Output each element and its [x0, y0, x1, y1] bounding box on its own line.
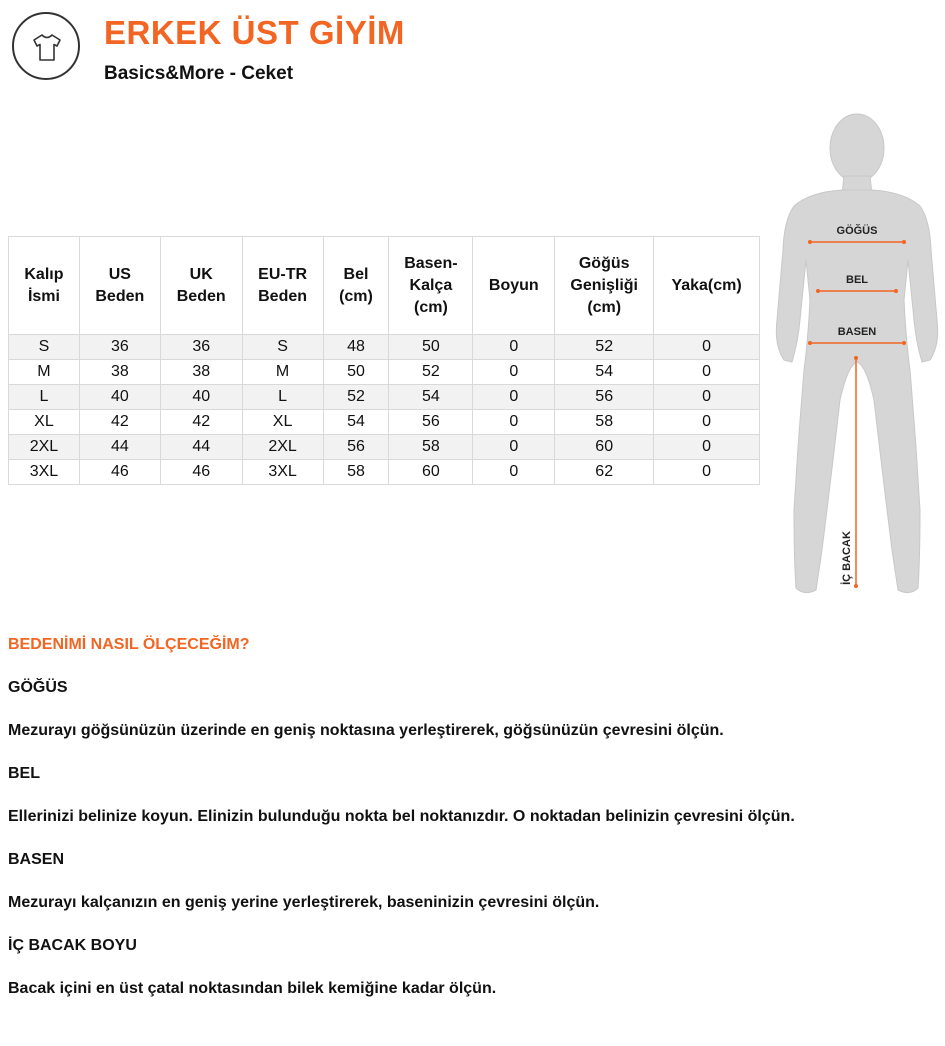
- table-cell: 36: [160, 335, 242, 360]
- table-cell: M: [9, 360, 80, 385]
- table-body: [9, 335, 760, 485]
- table-cell: 56: [555, 385, 654, 410]
- guide-section-text: Mezurayı kalçanızın en geniş yerine yerleştirerek, baseninizin çevresini ölçün.: [8, 894, 600, 911]
- column-header: [242, 237, 323, 335]
- table-cell: 60: [555, 435, 654, 460]
- chest-label: GÖĞÜS: [836, 225, 878, 237]
- table-cell: XL: [242, 410, 323, 435]
- table-cell: 0: [473, 410, 555, 435]
- product-subtitle: Basics&More - Ceket: [104, 63, 294, 84]
- column-header: [323, 237, 389, 335]
- table-cell: 0: [473, 360, 555, 385]
- table-cell: XL: [9, 410, 80, 435]
- column-header-line: Göğüs: [578, 254, 630, 272]
- table-header-row: [9, 237, 760, 335]
- hip-label: BASEN: [837, 326, 877, 338]
- column-header: [654, 237, 760, 335]
- column-header-line: (cm): [339, 287, 373, 305]
- column-header-line: Kalça: [409, 276, 453, 294]
- column-header-line: Bel: [343, 265, 369, 283]
- table-cell: 56: [389, 410, 473, 435]
- table-cell: 56: [323, 435, 389, 460]
- table-row: [9, 335, 760, 360]
- table-cell: 50: [389, 335, 473, 360]
- inseam-label: İÇ BACAK: [841, 531, 853, 585]
- column-header-line: UK: [189, 265, 213, 283]
- tshirt-icon: [31, 33, 63, 63]
- table-cell: 40: [160, 385, 242, 410]
- table-cell: 0: [654, 385, 760, 410]
- table-cell: 58: [555, 410, 654, 435]
- table-cell: 48: [323, 335, 389, 360]
- table-row: [9, 460, 760, 485]
- guide-section-title: BEL: [8, 765, 40, 782]
- table-cell: 58: [323, 460, 389, 485]
- table-cell: 0: [473, 335, 555, 360]
- column-header-line: US: [108, 265, 131, 283]
- column-header-line: Yaka(cm): [671, 276, 742, 294]
- table-cell: 46: [160, 460, 242, 485]
- column-header-line: Kalıp: [24, 265, 64, 283]
- column-header-line: (cm): [587, 298, 622, 316]
- column-header-line: EU-TR: [258, 265, 308, 283]
- table-cell: 52: [323, 385, 389, 410]
- table-cell: 58: [389, 435, 473, 460]
- size-table: [8, 236, 760, 485]
- measurement-guide: [8, 634, 798, 1021]
- table-cell: 54: [323, 410, 389, 435]
- table-row: [9, 410, 760, 435]
- table-cell: 54: [389, 385, 473, 410]
- table-cell: 0: [473, 460, 555, 485]
- column-header: [473, 237, 555, 335]
- table-cell: M: [242, 360, 323, 385]
- table-cell: S: [9, 335, 80, 360]
- guide-section-title: İÇ BACAK BOYU: [8, 937, 137, 954]
- table-cell: 38: [79, 360, 160, 385]
- guide-section-title: BASEN: [8, 851, 65, 868]
- table-row: [9, 385, 760, 410]
- body-measurement-figure: [770, 110, 945, 610]
- table-cell: 60: [389, 460, 473, 485]
- column-header: [160, 237, 242, 335]
- column-header: [9, 237, 80, 335]
- table-row: [9, 435, 760, 460]
- logo-badge: [12, 12, 80, 80]
- table-cell: 44: [79, 435, 160, 460]
- guide-section-title: GÖĞÜS: [8, 679, 68, 696]
- column-header-line: Boyun: [488, 276, 539, 294]
- table-cell: 0: [654, 410, 760, 435]
- guide-section-text: Mezurayı göğsünüzün üzerinde en geniş noktasına yerleştirerek, göğsünüzün çevresini ölçün.: [8, 722, 724, 739]
- column-header-line: (cm): [414, 298, 448, 316]
- guide-section-text: Ellerinizi belinize koyun. Elinizin bulunduğu nokta bel noktanızdır. O noktadan belinizin çevresini ölçün.: [8, 808, 795, 825]
- table-cell: 3XL: [242, 460, 323, 485]
- table-cell: 2XL: [9, 435, 80, 460]
- guide-section-text: Bacak içini en üst çatal noktasından bilek kemiğine kadar ölçün.: [8, 980, 497, 997]
- column-header-line: Beden: [176, 287, 226, 305]
- table-cell: 54: [555, 360, 654, 385]
- body-silhouette: [776, 114, 937, 593]
- table-cell: 0: [654, 435, 760, 460]
- column-header: [79, 237, 160, 335]
- table-cell: S: [242, 335, 323, 360]
- table-cell: 52: [389, 360, 473, 385]
- column-header-line: Beden: [95, 287, 145, 305]
- column-header: [555, 237, 654, 335]
- column-header-line: Beden: [258, 287, 308, 305]
- table-cell: 0: [473, 385, 555, 410]
- column-header-line: Genişliği: [570, 276, 638, 294]
- table-cell: L: [9, 385, 80, 410]
- table-cell: 0: [654, 360, 760, 385]
- column-header: [389, 237, 473, 335]
- table-cell: 0: [654, 460, 760, 485]
- guide-title: BEDENİMİ NASIL ÖLÇECEĞİM?: [8, 636, 250, 653]
- table-cell: 36: [79, 335, 160, 360]
- table-cell: 2XL: [242, 435, 323, 460]
- table-cell: 62: [555, 460, 654, 485]
- table-row: [9, 360, 760, 385]
- table-cell: L: [242, 385, 323, 410]
- table-cell: 40: [79, 385, 160, 410]
- column-header-line: İsmi: [27, 287, 60, 305]
- table-cell: 0: [473, 435, 555, 460]
- table-cell: 44: [160, 435, 242, 460]
- table-cell: 0: [654, 335, 760, 360]
- table-cell: 42: [79, 410, 160, 435]
- table-cell: 42: [160, 410, 242, 435]
- table-cell: 3XL: [9, 460, 80, 485]
- table-cell: 46: [79, 460, 160, 485]
- table-cell: 50: [323, 360, 389, 385]
- column-header-line: Basen-: [404, 254, 458, 272]
- waist-label: BEL: [846, 274, 868, 286]
- table-cell: 52: [555, 335, 654, 360]
- page-title: ERKEK ÜST GİYİM: [104, 14, 405, 51]
- table-cell: 38: [160, 360, 242, 385]
